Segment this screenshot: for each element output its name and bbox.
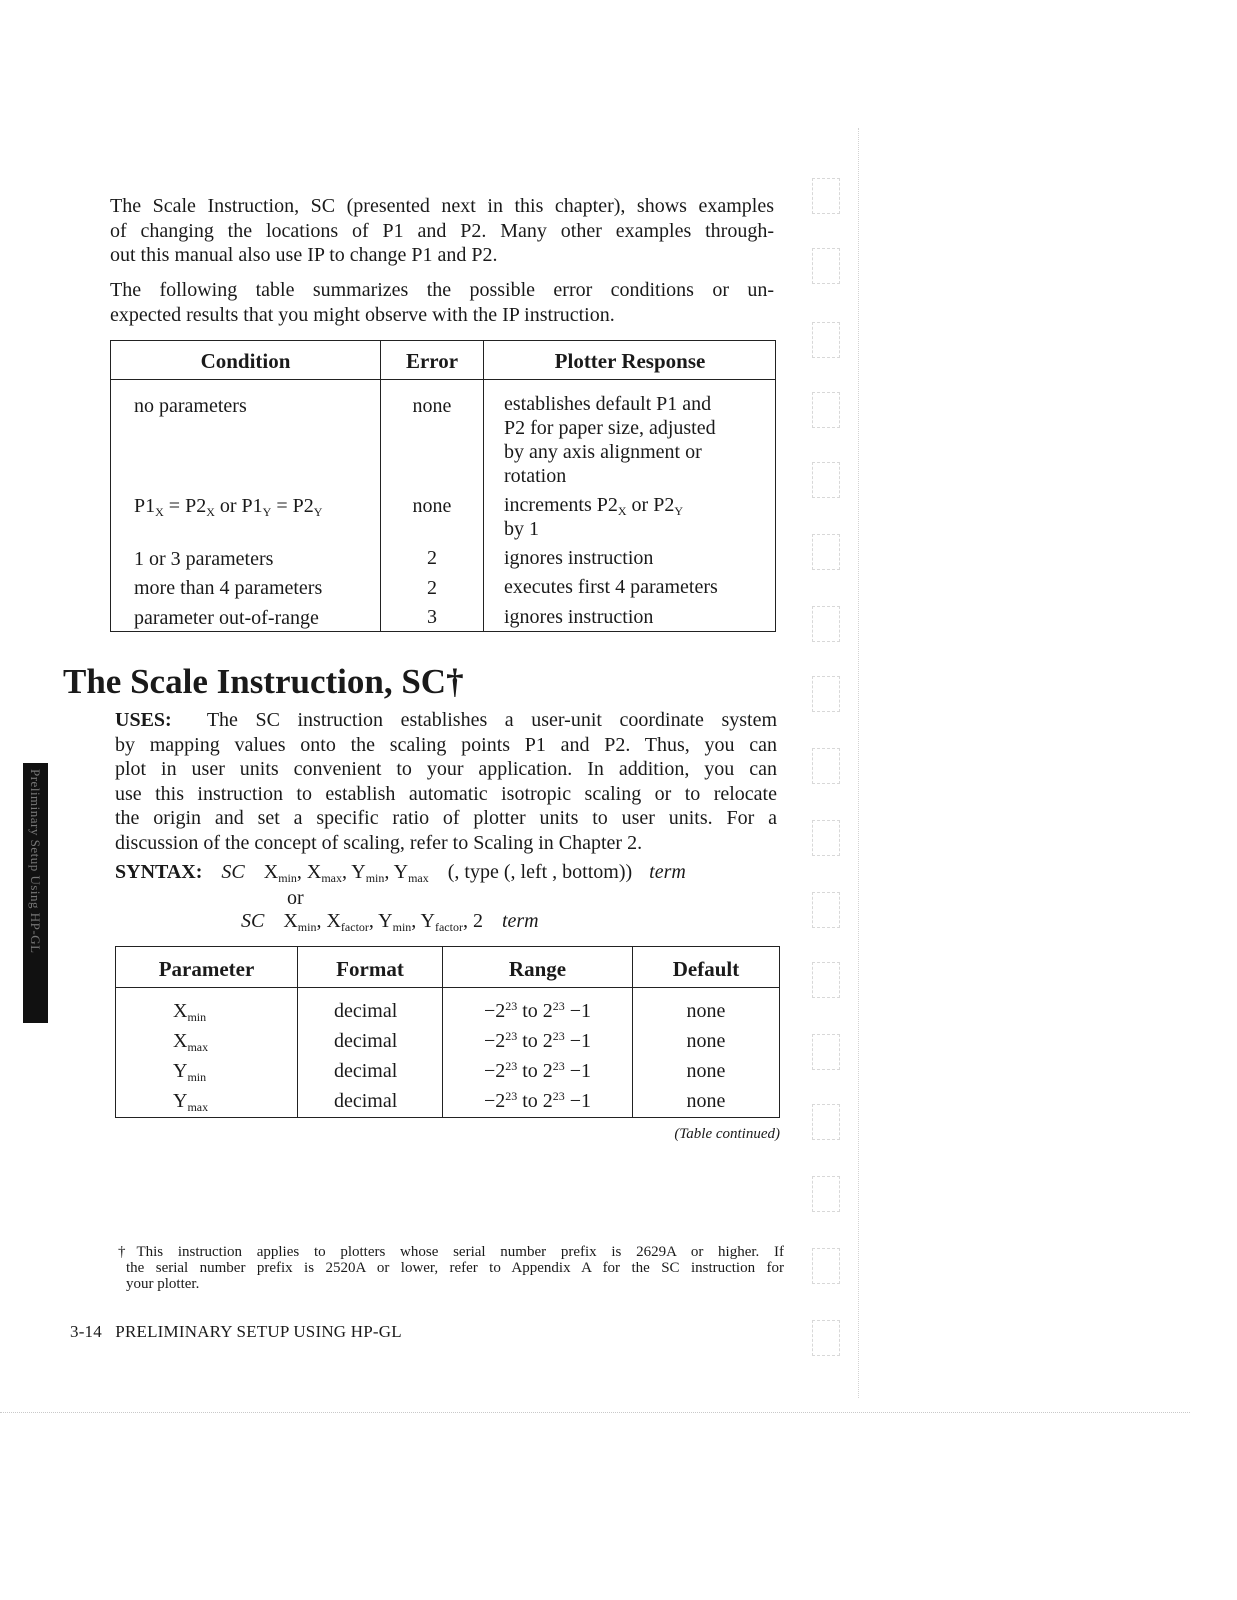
text-span: The SC instruction establishes a user-unit coordinate system [206,709,778,731]
table-cell-default: none [686,1030,726,1052]
binder-hole-mark [812,462,840,498]
text-line: The Scale Instruction, SC (presented next in this chapter), shows examples [110,195,774,217]
table-continued-note: (Table continued) [674,1126,780,1142]
table-cell-response: ignores instruction [504,606,654,628]
table-cell-response [504,392,716,488]
parameter-table [115,946,780,1118]
table-cell-condition: no parameters [134,395,247,417]
binder-hole-mark [812,392,840,428]
binder-hole-mark [812,820,840,856]
binder-hole-mark [812,676,840,712]
binder-hole-mark [812,1034,840,1070]
syntax-term: term [501,910,539,932]
table-cell-error: none [412,495,452,517]
table-cell-parameter [173,1059,206,1083]
table-cell-response: ignores instruction [504,547,654,569]
syntax-label: SYNTAX: [115,861,203,883]
param-letter: X [173,1030,188,1052]
param-subscript: min [187,1070,207,1084]
param-letter: Y [173,1090,188,1112]
text-line: by mapping values onto the scaling points P1 and P2. Thus, you can [115,733,777,756]
uses-label: USES: [115,709,172,731]
response-line: increments $P2_X$ or $P2_Y$ [504,494,684,518]
table-cell-format: decimal [334,1030,398,1052]
uses-paragraph [115,708,777,855]
scan-edge-line [858,128,859,1398]
scan-edge-line [0,1412,1190,1413]
table-cell-condition: parameter out-of-range [134,607,319,629]
binder-hole-mark [812,962,840,998]
footnote-line: your plotter. [126,1276,200,1292]
section-heading: The Scale Instruction, SC† [63,662,464,701]
param-letter: X [173,1000,188,1022]
syntax-term: term [649,861,686,883]
intro-paragraph-2 [110,278,774,327]
response-line: P2 for paper size, adjusted [504,417,716,439]
column-header-response: Plotter Response [554,349,706,373]
table-cell-error: 2 [427,547,437,569]
column-header-error: Error [405,349,459,373]
text-line: The following table summarizes the possible error conditions or un- [110,279,774,301]
table-cell-parameter [173,999,206,1023]
table-cell-format: decimal [334,1000,398,1022]
response-line: rotation [504,465,567,487]
syntax-command: SC [221,861,245,883]
binder-hole-mark [812,1248,840,1284]
table-cell-error: none [412,395,452,417]
table-header-divider [111,379,775,380]
table-header-divider [116,987,779,988]
table-cell-condition: 1 or 3 parameters [134,548,274,570]
table-cell-range: $-2^{23}$ to $2^{23} -1$ [483,1089,592,1112]
footnote-line: the serial number prefix is 2520A or lower, refer to Appendix A for the SC instruction for [126,1260,784,1276]
table-cell-response [504,493,683,541]
syntax-line-1 [115,860,686,884]
table-cell-format: decimal [334,1090,398,1112]
binder-hole-mark [812,748,840,784]
response-line: by 1 [504,518,539,540]
footnote [118,1244,784,1292]
table-cell-range: $-2^{23}$ to $2^{23} -1$ [483,1029,592,1052]
error-conditions-table [110,340,776,632]
table-cell-error: 3 [427,606,437,628]
syntax-value: 2 [472,910,483,932]
intro-paragraph-1 [110,194,774,268]
text-line: plot in user units convenient to your application. In addition, you can [115,758,777,780]
text-line: discussion of the concept of scaling, refer to Scaling in Chapter 2. [115,831,643,854]
column-header-format: Format [336,957,404,981]
binder-hole-mark [812,1320,840,1356]
syntax-or: or [287,887,304,909]
text-line: use this instruction to establish automatic isotropic scaling or to relocate [115,782,777,805]
column-header-parameter: Parameter [158,957,255,981]
column-divider [483,341,484,631]
text-line: of changing the locations of P1 and P2. Many other examples through- [110,219,774,242]
column-header-range: Range [508,957,567,981]
page-footer: 3-14 PRELIMINARY SETUP USING HP-GL [70,1322,402,1341]
syntax-command: SC [241,910,265,932]
table-cell-format: decimal [334,1060,398,1082]
binder-hole-mark [812,892,840,928]
table-cell-parameter [173,1029,208,1053]
table-cell-condition: $P1_X = P2_X$ or $P1_Y = P2_Y$ [134,495,323,519]
table-cell-default: none [686,1090,726,1112]
binder-hole-mark [812,606,840,642]
param-subscript: max [187,1100,209,1114]
param-letter: Y [173,1060,188,1082]
syntax-params: $X_{min}$, $X_{max}$, $Y_{min}$, $Y_{max}$ [263,861,429,885]
table-cell-response: executes first 4 parameters [504,576,718,598]
table-cell-condition: more than 4 parameters [134,577,323,599]
binder-hole-mark [812,178,840,214]
table-cell-default: none [686,1060,726,1082]
syntax-optional: (, type (, left , bottom)) [447,861,633,883]
text-line: expected results that you might observe with the IP instruction. [110,303,615,326]
binder-hole-mark [812,1176,840,1212]
thumb-tab-label: Preliminary Setup Using HP-GL [28,769,43,954]
binder-hole-mark [812,248,840,284]
param-subscript: max [187,1040,209,1054]
text-line [115,708,777,733]
text-line: the origin and set a specific ratio of plotter units to user units. For a [115,807,777,829]
footnote-line: †This instruction applies to plotters whose serial number prefix is 2629A or higher. If [118,1244,784,1260]
syntax-line-2 [241,909,539,933]
table-cell-error: 2 [427,577,437,599]
column-header-condition: Condition [200,349,291,373]
table-cell-parameter [173,1089,208,1113]
table-cell-range: $-2^{23}$ to $2^{23} -1$ [483,999,592,1022]
column-header-default: Default [672,957,740,981]
text-line: out this manual also use IP to change P1 and P2. [110,244,498,266]
binder-hole-mark [812,534,840,570]
binder-hole-mark [812,1104,840,1140]
syntax-params: $X_{min}$, $X_{factor}$, $Y_{min}$, $Y_{factor}$, 2 [283,910,483,934]
response-line: establishes default P1 and [504,393,712,415]
binder-hole-mark [812,322,840,358]
table-cell-default: none [686,1000,726,1022]
chapter-thumb-tab [23,763,48,1023]
table-cell-range: $-2^{23}$ to $2^{23} -1$ [483,1059,592,1082]
param-subscript: min [187,1010,207,1024]
response-line: by any axis alignment or [504,441,702,463]
